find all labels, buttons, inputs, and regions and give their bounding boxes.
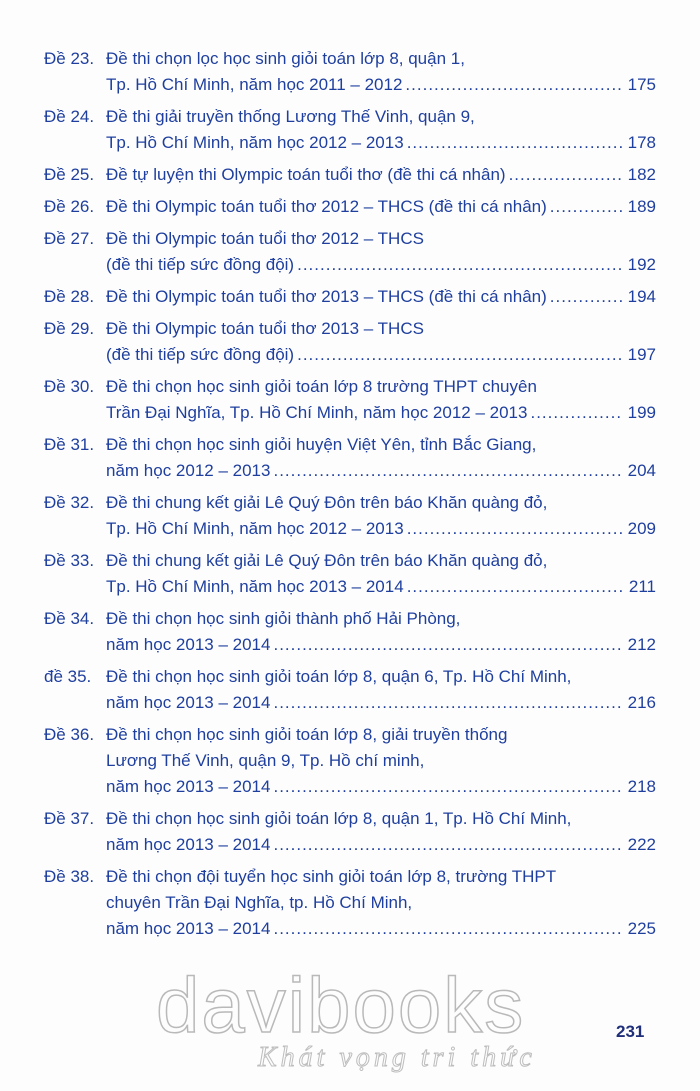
toc-entry-line: [106, 916, 656, 942]
toc-entry-page: 182: [627, 165, 656, 184]
dot-leader: [273, 774, 623, 800]
toc-entry-line: [106, 690, 656, 716]
toc-entry-line: [106, 516, 656, 542]
toc-entry-label: Đề 29.: [44, 319, 95, 338]
toc-entry: [44, 606, 656, 658]
toc-entry-label: Đề 25.: [44, 165, 95, 184]
dot-leader: [297, 342, 623, 368]
toc-entry-title: năm học 2012 – 2013: [106, 461, 271, 480]
toc-entry-title: năm học 2013 – 2014: [106, 777, 271, 796]
toc-entry-line: [106, 252, 656, 278]
toc-entry-page: 212: [627, 635, 656, 654]
toc-entry-page: 204: [627, 461, 656, 480]
toc-entry-title: năm học 2013 – 2014: [106, 635, 271, 654]
toc-entry-title: năm học 2013 – 2014: [106, 693, 271, 712]
toc-entry-title: Tp. Hồ Chí Minh, năm học 2013 – 2014: [106, 577, 404, 596]
toc-entry-line: [106, 774, 656, 800]
toc-entry-line: Đề thi chọn lọc học sinh giỏi toán lớp 8, quận 1,: [106, 49, 465, 68]
dot-leader: [509, 162, 623, 188]
toc-entry: [44, 548, 656, 600]
toc-entry-line: Đề thi chọn học sinh giỏi toán lớp 8, quận 6, Tp. Hồ Chí Minh,: [106, 667, 572, 686]
toc-entry-label: Đề 33.: [44, 551, 95, 570]
toc-entry-label: Đề 24.: [44, 107, 95, 126]
toc-entry-label: Đề 37.: [44, 809, 95, 828]
toc-entry-page: 225: [627, 919, 656, 938]
toc-entry-line: Đề thi chọn học sinh giỏi toán lớp 8, giải truyền thống: [106, 725, 508, 744]
dot-leader: [405, 72, 623, 98]
toc-entry-label: Đề 26.: [44, 197, 95, 216]
toc-entry: [44, 226, 656, 278]
toc-entry-line: Đề thi chọn đội tuyển học sinh giỏi toán lớp 8, trường THPT: [106, 867, 557, 886]
toc-entry-line: Đề thi giải truyền thống Lương Thế Vinh, quận 9,: [106, 107, 475, 126]
toc-entry-title: Tp. Hồ Chí Minh, năm học 2011 – 2012: [106, 75, 403, 94]
dot-leader: [407, 130, 623, 156]
toc-entry-page: 189: [627, 197, 656, 216]
toc-entry-title: Tp. Hồ Chí Minh, năm học 2012 – 2013: [106, 519, 404, 538]
toc-entry-title: năm học 2013 – 2014: [106, 919, 271, 938]
toc-entry-title: Đề tự luyện thi Olympic toán tuổi thơ (đề thi cá nhân): [106, 165, 506, 184]
toc-entry-line: Đề thi chung kết giải Lê Quý Đôn trên báo Khăn quàng đỏ,: [106, 551, 548, 570]
toc-entry-line: Đề thi chọn học sinh giỏi toán lớp 8 trường THPT chuyên: [106, 377, 537, 396]
toc-entry: [44, 722, 656, 800]
toc-entry-line: [106, 400, 656, 426]
toc-entry-line: chuyên Trần Đại Nghĩa, tp. Hồ Chí Minh,: [106, 893, 413, 912]
dot-leader: [273, 632, 623, 658]
toc-entry-label: Đề 30.: [44, 377, 95, 396]
toc-entry-title: Đề thi Olympic toán tuổi thơ 2013 – THCS (đề thi cá nhân): [106, 287, 547, 306]
toc-entry-line: [106, 832, 656, 858]
toc-entry-label: Đề 32.: [44, 493, 95, 512]
toc-entry-line: Lương Thế Vinh, quận 9, Tp. Hồ chí minh,: [106, 751, 425, 770]
toc-entry-line: [106, 72, 656, 98]
toc-entry-line: [106, 130, 656, 156]
toc-entry: [44, 490, 656, 542]
toc-entry-line: [106, 194, 656, 220]
watermark-brand: davibooks: [156, 961, 526, 1049]
dot-leader: [407, 574, 623, 600]
toc-entry-line: [106, 458, 656, 484]
toc-entry-line: Đề thi Olympic toán tuổi thơ 2012 – THCS: [106, 229, 424, 248]
toc-entry-page: 192: [627, 255, 656, 274]
toc-entry-page: 197: [627, 345, 656, 364]
toc-entry-page: 178: [627, 133, 656, 152]
dot-leader: [550, 284, 623, 310]
toc-entry-line: [106, 342, 656, 368]
toc-entry-title: năm học 2013 – 2014: [106, 835, 271, 854]
toc-entry-line: [106, 162, 656, 188]
dot-leader: [530, 400, 623, 426]
page-number: 231: [616, 1022, 645, 1041]
toc-entry-label: đề 35.: [44, 667, 92, 686]
toc-entry-line: Đề thi chọn học sinh giỏi huyện Việt Yên, tỉnh Bắc Giang,: [106, 435, 537, 454]
toc-entry-page: 194: [627, 287, 656, 306]
toc-entry: [44, 374, 656, 426]
toc-entry-label: Đề 34.: [44, 609, 95, 628]
toc-entry-line: [106, 284, 656, 310]
toc-entry: [44, 806, 656, 858]
toc-entry-line: [106, 574, 656, 600]
toc-entry: [44, 432, 656, 484]
toc-entry: [44, 104, 656, 156]
toc-entry-page: 222: [627, 835, 656, 854]
table-of-contents: [44, 46, 656, 948]
dot-leader: [273, 458, 623, 484]
toc-entry-label: Đề 27.: [44, 229, 95, 248]
toc-entry-title: Đề thi Olympic toán tuổi thơ 2012 – THCS (đề thi cá nhân): [106, 197, 547, 216]
dot-leader: [273, 916, 623, 942]
toc-entry-title: Tp. Hồ Chí Minh, năm học 2012 – 2013: [106, 133, 404, 152]
toc-entry-page: 209: [627, 519, 656, 538]
toc-entry: [44, 864, 656, 942]
toc-entry: [44, 284, 656, 310]
toc-entry-title: Trần Đại Nghĩa, Tp. Hồ Chí Minh, năm học 2012 – 2013: [106, 403, 528, 422]
toc-entry: [44, 664, 656, 716]
toc-entry-line: Đề thi chọn học sinh giỏi thành phố Hải Phòng,: [106, 609, 461, 628]
toc-entry-line: Đề thi chọn học sinh giỏi toán lớp 8, quận 1, Tp. Hồ Chí Minh,: [106, 809, 572, 828]
toc-entry: [44, 162, 656, 188]
toc-entry-page: 218: [627, 777, 656, 796]
toc-entry-label: Đề 31.: [44, 435, 95, 454]
toc-entry-page: 211: [628, 577, 656, 596]
toc-entry: [44, 316, 656, 368]
toc-entry-title: (đề thi tiếp sức đồng đội): [106, 255, 295, 274]
dot-leader: [297, 252, 623, 278]
toc-entry-line: Đề thi chung kết giải Lê Quý Đôn trên báo Khăn quàng đỏ,: [106, 493, 548, 512]
dot-leader: [550, 194, 623, 220]
dot-leader: [273, 690, 623, 716]
toc-entry: [44, 46, 656, 98]
toc-entry-label: Đề 23.: [44, 49, 95, 68]
toc-entry-label: Đề 38.: [44, 867, 95, 886]
toc-entry-page: 175: [627, 75, 656, 94]
toc-entry-line: [106, 632, 656, 658]
toc-entry-label: Đề 28.: [44, 287, 95, 306]
toc-entry-title: (đề thi tiếp sức đồng đội): [106, 345, 295, 364]
toc-entry-label: Đề 36.: [44, 725, 95, 744]
dot-leader: [273, 832, 623, 858]
toc-entry: [44, 194, 656, 220]
toc-entry-page: 216: [627, 693, 656, 712]
toc-entry-line: Đề thi Olympic toán tuổi thơ 2013 – THCS: [106, 319, 424, 338]
dot-leader: [407, 516, 623, 542]
watermark-slogan: Khát vọng tri thức: [258, 1042, 536, 1073]
toc-entry-page: 199: [627, 403, 656, 422]
